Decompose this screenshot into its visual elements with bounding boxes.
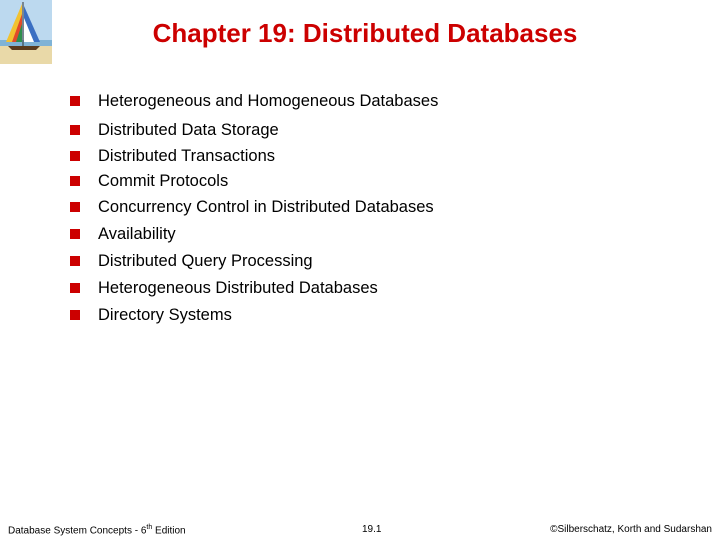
bullet-item: [70, 277, 378, 299]
bullet-item: [70, 145, 275, 167]
bullet-text: Distributed Query Processing: [98, 252, 313, 270]
bullet-item: [70, 170, 228, 192]
bullet-text: Commit Protocols: [98, 172, 229, 190]
square-bullet-icon: [70, 310, 80, 320]
bullet-text: Availability: [98, 225, 176, 243]
footer-book-prefix: Database System Concepts - 6: [8, 525, 147, 537]
slide-title: Chapter 19: Distributed Databases: [152, 18, 578, 48]
square-bullet-icon: [70, 176, 80, 186]
square-bullet-icon: [70, 229, 80, 239]
bullet-text: Distributed Data Storage: [98, 121, 279, 139]
bullet-text: Directory Systems: [98, 306, 232, 324]
bullet-item: [70, 304, 232, 326]
bullet-item: [70, 196, 434, 218]
footer-page-number: 19.1: [362, 524, 382, 535]
square-bullet-icon: [70, 151, 80, 161]
bullet-item: [70, 90, 438, 112]
footer-book-sup: th: [146, 524, 153, 531]
bullet-text: Heterogeneous and Homogeneous Databases: [98, 92, 439, 110]
square-bullet-icon: [70, 283, 80, 293]
bullet-text: Distributed Transactions: [98, 147, 275, 165]
footer-copyright: ©Silberschatz, Korth and Sudarshan: [550, 524, 712, 535]
footer-book-suffix: Edition: [152, 525, 186, 537]
square-bullet-icon: [70, 202, 80, 212]
bullet-item: [70, 119, 279, 141]
bullet-text: Concurrency Control in Distributed Databases: [98, 198, 434, 216]
bullet-item: [70, 250, 313, 272]
square-bullet-icon: [70, 125, 80, 135]
square-bullet-icon: [70, 256, 80, 266]
square-bullet-icon: [70, 96, 80, 106]
bullet-text: Heterogeneous Distributed Databases: [98, 279, 378, 297]
footer-book-title: [8, 524, 186, 536]
bullet-item: [70, 223, 176, 245]
